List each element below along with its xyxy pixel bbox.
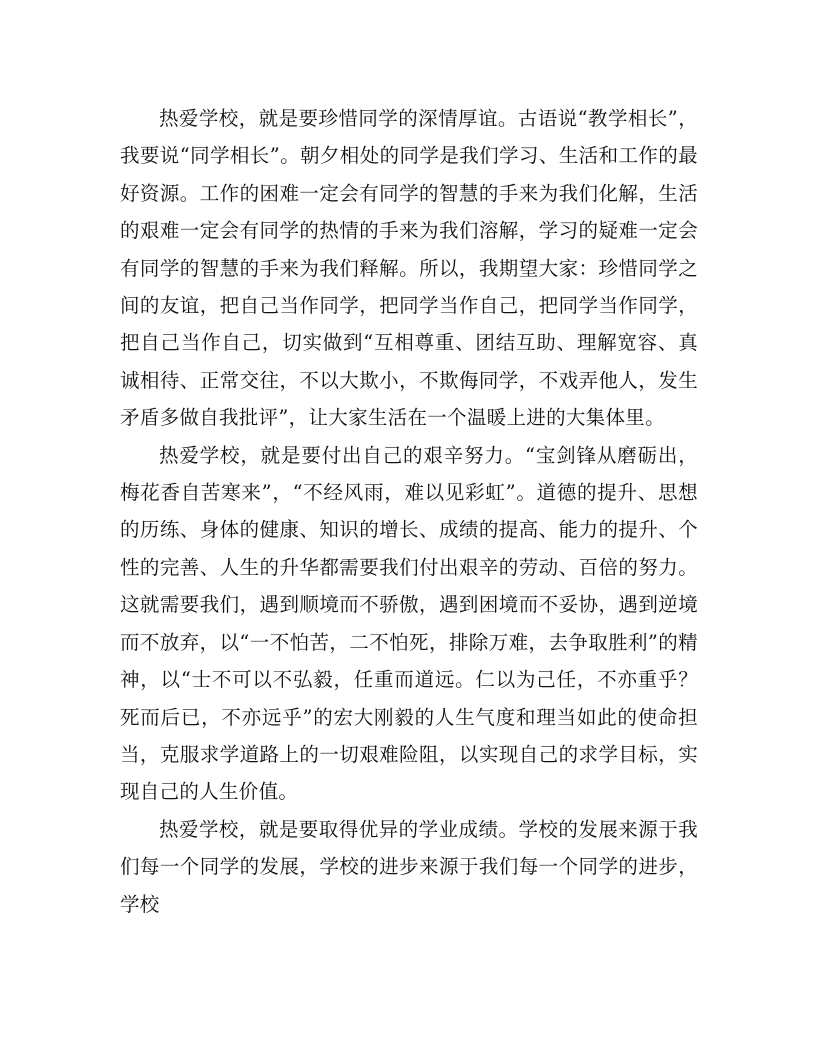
- document-body: [120, 100, 698, 923]
- paragraph-hard-work: 热爱学校，就是要付出自己的艰辛努力。“宝剑锋从磨砺出，梅花香自苦寒来”，“不经风雨，难以见彩虹”。道德的提升、思想的历练、身体的健康、知识的增长、成绩的提高、能力的提升、个性的完善、人生的升华都需要我们付出艰辛的劳动、百倍的努力。这就需要我们，遇到顺境而不骄傲，遇到困境而不妥协，遇到逆境而不放弃，以“一不怕苦，二不怕死，排除万难，去争取胜利”的精神，以“士不可以不弘毅，任重而道远。仁以为己任，不亦重乎？死而后已，不亦远乎”的宏大刚毅的人生气度和理当如此的使命担当，克服求学道路上的一切艰难险阻，以实现自己的求学目标，实现自己的人生价值。: [120, 443, 698, 804]
- paragraph-cherish-classmates: 热爱学校，就是要珍惜同学的深情厚谊。古语说“教学相长”，我要说“同学相长”。朝夕相处的同学是我们学习、生活和工作的最好资源。工作的困难一定会有同学的智慧的手来为我们化解，生活的艰难一定会有同学的热情的手来为我们溶解，学习的疑难一定会有同学的智慧的手来为我们释解。所以，我期望大家：珍惜同学之间的友谊，把自己当作同学，把同学当作自己，把同学当作同学，把自己当作自己，切实做到“互相尊重、团结互助、理解宽容、真诚相待、正常交往，不以大欺小，不欺侮同学，不戏弄他人，发生矛盾多做自我批评”，让大家生活在一个温暖上进的大集体里。: [120, 107, 698, 430]
- paragraph-academic-results: 热爱学校，就是要取得优异的学业成绩。学校的发展来源于我们每一个同学的发展，学校的进步来源于我们每一个同学的进步，学校: [120, 817, 698, 916]
